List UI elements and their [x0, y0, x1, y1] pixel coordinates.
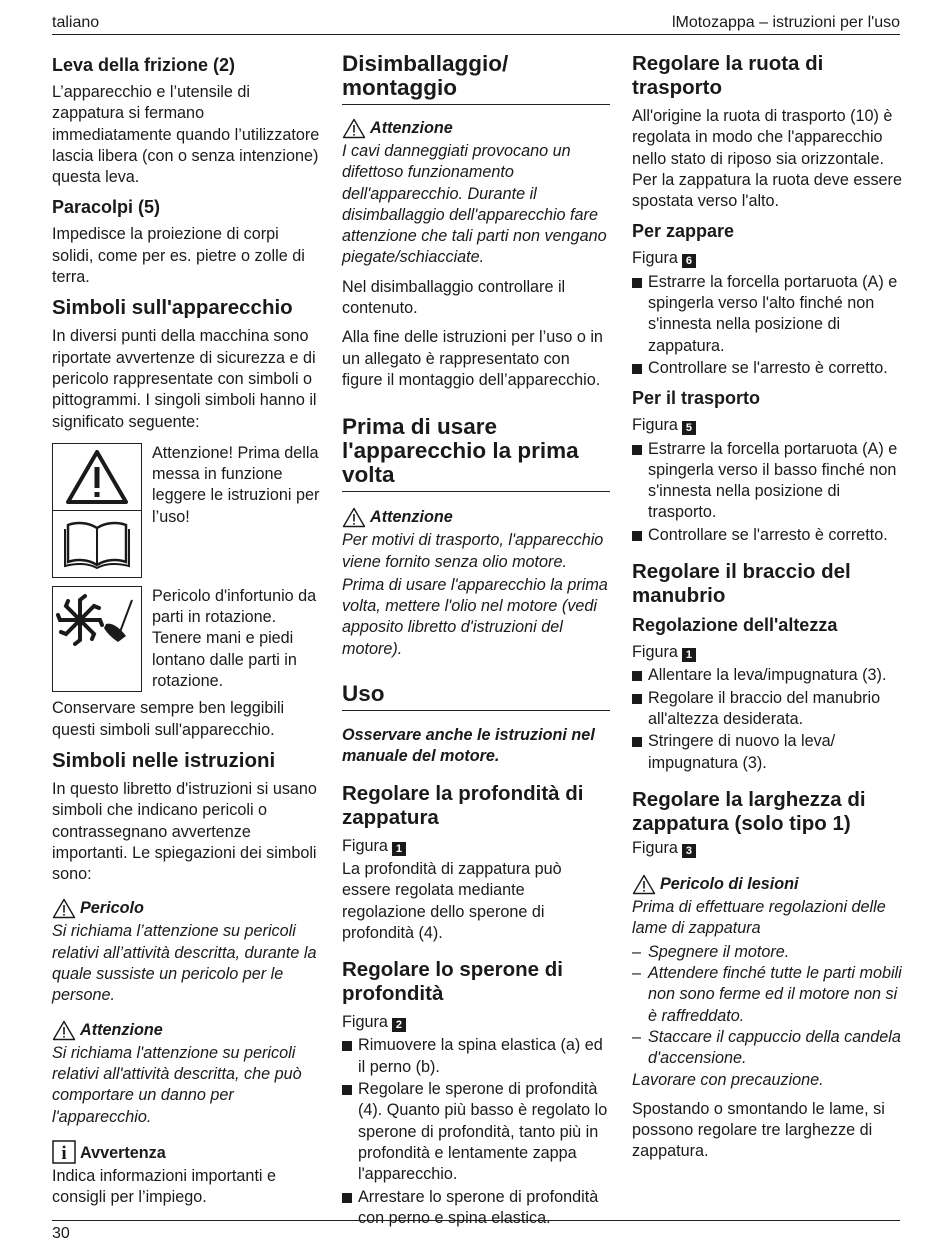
altezza-heading: Regolazione dell'altezza [632, 615, 838, 636]
column-2 [342, 48, 610, 1237]
info-icon [52, 1140, 76, 1164]
attenzione-title: Attenzione [370, 119, 453, 137]
attenzione-olio-text-1: Per motivi di trasporto, l'apparecchio viene fornito senza olio motore. [342, 531, 604, 571]
zappare-heading: Per zappare [632, 221, 735, 242]
list-item: Arrestare lo sperone di profondità con perno e spina elastica. [342, 1187, 610, 1230]
attenzione-title: Attenzione [370, 508, 453, 527]
paracolpi-text: Impedisce la proiezione di corpi solidi, come per es. pietre o zolle di terra. [52, 225, 305, 287]
list-item: Estrarre la forcella portaruota (A) e spingerla verso l'alto finché non s'innesta nella posizione di zappatura. [632, 272, 902, 357]
larghezza-text: Spostando o smontando le lame, si possono regolare tre larghezze di zappatura. [632, 1099, 885, 1161]
symbol-warning-text: Attenzione! Prima della messa in funzione leggere le istruzioni per l’uso! [152, 443, 320, 526]
ruota-text: All'origine la ruota di trasporto (10) è regolata in modo che l'apparecchio nello stato di riposo sia orizzontale. Per la zappatura la ruota deve essere spostata verso l'alto. [632, 107, 902, 211]
sperone-heading: Regolare lo sperone di profondità [342, 958, 563, 1006]
avvertenza-text: Indica informazioni importanti e consigli per l’impiego. [52, 1166, 277, 1207]
divider [342, 104, 610, 105]
column-1 [52, 48, 320, 1216]
pericolo-title: Pericolo [80, 899, 144, 918]
leva-frizione-heading: Leva della frizione (2) [52, 55, 236, 75]
warning-triangle-icon [632, 874, 656, 895]
list-item: Regolare le sperone di profondità (4). Quanto più basso è regolato lo sperone di profondità, tanto più in profondità e lentamente zappa l'apparecchio. [342, 1079, 610, 1185]
figure-ref [632, 248, 902, 269]
sperone-steps [342, 1035, 610, 1229]
figure-label: Figura [632, 643, 678, 662]
list-item: Regolare il braccio del manubrio all'altezza desiderata. [632, 688, 902, 731]
page-header [52, 8, 900, 35]
pericolo-heading [52, 897, 320, 919]
paracolpi-heading: Paracolpi (5) [52, 197, 161, 218]
warning-triangle-icon [52, 1020, 76, 1041]
figure-number-badge: 3 [682, 844, 696, 858]
list-item: – Spegnere il motore. [632, 942, 790, 961]
list-item: Estrarre la forcella portaruota (A) e spingerla verso il basso finché non s'innesta nella posizione di trasporto. [632, 439, 902, 524]
braccio-heading: Regolare il braccio del manubrio [632, 560, 851, 608]
list-item: – Attendere finché tutte le parti mobili non sono ferme ed il motore non si è raffreddato. [632, 964, 902, 1025]
avvertenza-title: Avvertenza [80, 1143, 166, 1162]
pericolo-lesioni-title: Pericolo di lesioni [660, 875, 799, 894]
attenzione-heading [342, 506, 610, 528]
pericolo-lesioni-text: Prima di effettuare regolazioni delle lame di zappatura [632, 898, 886, 938]
uso-note: Osservare anche le istruzioni nel manuale del motore. [342, 726, 595, 766]
trasporto-heading: Per il trasporto [632, 388, 761, 409]
figure-number-badge: 6 [682, 254, 696, 268]
attenzione-cavi-text: I cavi danneggiati provocano un difettoso funzionamento dell'apparecchio. Durante il disimballaggio dell'apparecchio fare attenzione che tali parti non vengano piegate/schiacciate. [342, 142, 607, 267]
figure-label: Figura [632, 838, 678, 857]
warning-triangle-icon [53, 444, 141, 511]
altezza-steps [632, 665, 902, 773]
disimballaggio-text-1: Nel disimballaggio controllare il contenuto. [342, 277, 566, 318]
symbol-rotation-text: Pericolo d'infortunio da parti in rotazione. Tenere mani e piedi lontano dalle parti in rotazione. [152, 586, 317, 691]
profondita-text: La profondità di zappatura può essere regolata mediante regolazione dello sperone di profondità (4). [342, 859, 562, 942]
list-item: Controllare se l'arresto è corretto. [632, 525, 902, 546]
attenzione-heading [342, 117, 610, 139]
rotating-blades-icon [53, 587, 141, 653]
disimballaggio-text-2: Alla fine delle istruzioni per l’uso o in un allegato è rappresentato con figure il montaggio dell’apparecchio. [342, 328, 603, 389]
avvertenza-heading [52, 1140, 320, 1164]
svg-text:i: i [61, 1142, 67, 1164]
page-footer [52, 1220, 900, 1243]
list-item: Rimuovere la spina elastica (a) ed il perno (b). [342, 1035, 610, 1078]
simboli-istruzioni-text: In questo libretto d'istruzioni si usano simboli che indicano pericoli o contrassegnano avvertenze importanti. Le spiegazioni dei simboli sono: [52, 779, 317, 884]
attenzione-title: Attenzione [80, 1020, 163, 1039]
list-item: Stringere di nuovo la leva/ impugnatura (3). [632, 731, 902, 774]
symbol-box-warning [52, 443, 142, 578]
simboli-apparecchio-heading: Simboli sull'apparecchio [52, 296, 293, 320]
figure-ref [632, 415, 902, 436]
figure-ref [342, 836, 610, 857]
page-number: 30 [52, 1225, 70, 1242]
figure-label: Figura [342, 836, 388, 855]
conservare-text: Conservare sempre ben leggibili questi simboli sull'apparecchio. [52, 699, 285, 739]
figure-label: Figura [632, 416, 678, 435]
figure-number-badge: 2 [392, 1018, 406, 1032]
symbol-box-rotation [52, 586, 142, 692]
column-3 [632, 48, 902, 1171]
figure-ref [342, 1012, 610, 1033]
figure-number-badge: 5 [682, 421, 696, 435]
header-title: lMotozappa – istruzioni per l'uso [671, 14, 900, 31]
figure-number-badge: 1 [682, 648, 696, 662]
disimballaggio-heading: Disimballaggio/ montaggio [342, 51, 509, 100]
figure-ref [632, 838, 902, 859]
warning-triangle-icon [342, 118, 366, 139]
header-language: taliano [52, 14, 100, 31]
symbol-row-rotation [52, 586, 320, 692]
uso-heading: Uso [342, 682, 610, 711]
list-item: – Staccare il cappuccio della candela d'accensione. [632, 1027, 901, 1068]
profondita-heading: Regolare la profondità di zappatura [342, 781, 584, 829]
figure-label: Figura [632, 249, 678, 268]
list-item: Controllare se l'arresto è corretto. [632, 358, 902, 379]
figure-number-badge: 1 [392, 842, 406, 856]
warning-triangle-icon [52, 898, 76, 919]
open-book-icon [53, 511, 141, 577]
pericolo-lesioni-end: Lavorare con precauzione. [632, 1070, 824, 1089]
figure-ref [632, 642, 902, 663]
prima-uso-heading: Prima di usare l'apparecchio la prima volta [342, 415, 610, 492]
zappare-steps [632, 272, 902, 379]
ruota-heading: Regolare la ruota di trasporto [632, 52, 824, 99]
list-item: Allentare la leva/impugnatura (3). [632, 665, 902, 686]
leva-frizione-text: L’apparecchio e l’utensile di zappatura si fermano immediatamente quando l’utilizzatore lascia libera (con o senza intenzione) questa leva. [52, 83, 320, 187]
trasporto-steps [632, 439, 902, 546]
pericolo-lesioni-heading [632, 873, 902, 895]
symbol-row-warning [52, 443, 320, 578]
simboli-apparecchio-text: In diversi punti della macchina sono riportate avvertenze di sicurezza e di pericolo rappresentate con simboli o pittogrammi. I singoli simboli hanno il significato seguente: [52, 327, 317, 431]
warning-triangle-icon [342, 507, 366, 528]
simboli-istruzioni-heading: Simboli nelle istruzioni [52, 748, 276, 772]
attenzione-text: Si richiama l'attenzione su pericoli relativi all'attività descritta, che può comportare un danno per l'apparecchio. [52, 1043, 302, 1126]
pericolo-lesioni-steps [632, 942, 902, 1070]
attenzione-olio-text-2: Prima di usare l'apparecchio la prima volta, mettere l'olio nel motore (vedi apposito libretto d'istruzioni del motore). [342, 575, 608, 658]
attenzione-heading [52, 1019, 320, 1041]
figure-label: Figura [342, 1013, 388, 1032]
larghezza-heading: Regolare la larghezza di zappatura (solo tipo 1) [632, 787, 866, 835]
pericolo-text: Si richiama l’attenzione su pericoli relativi all’attività descritta, durante la quale sussiste un pericolo per le persone. [52, 922, 317, 1005]
